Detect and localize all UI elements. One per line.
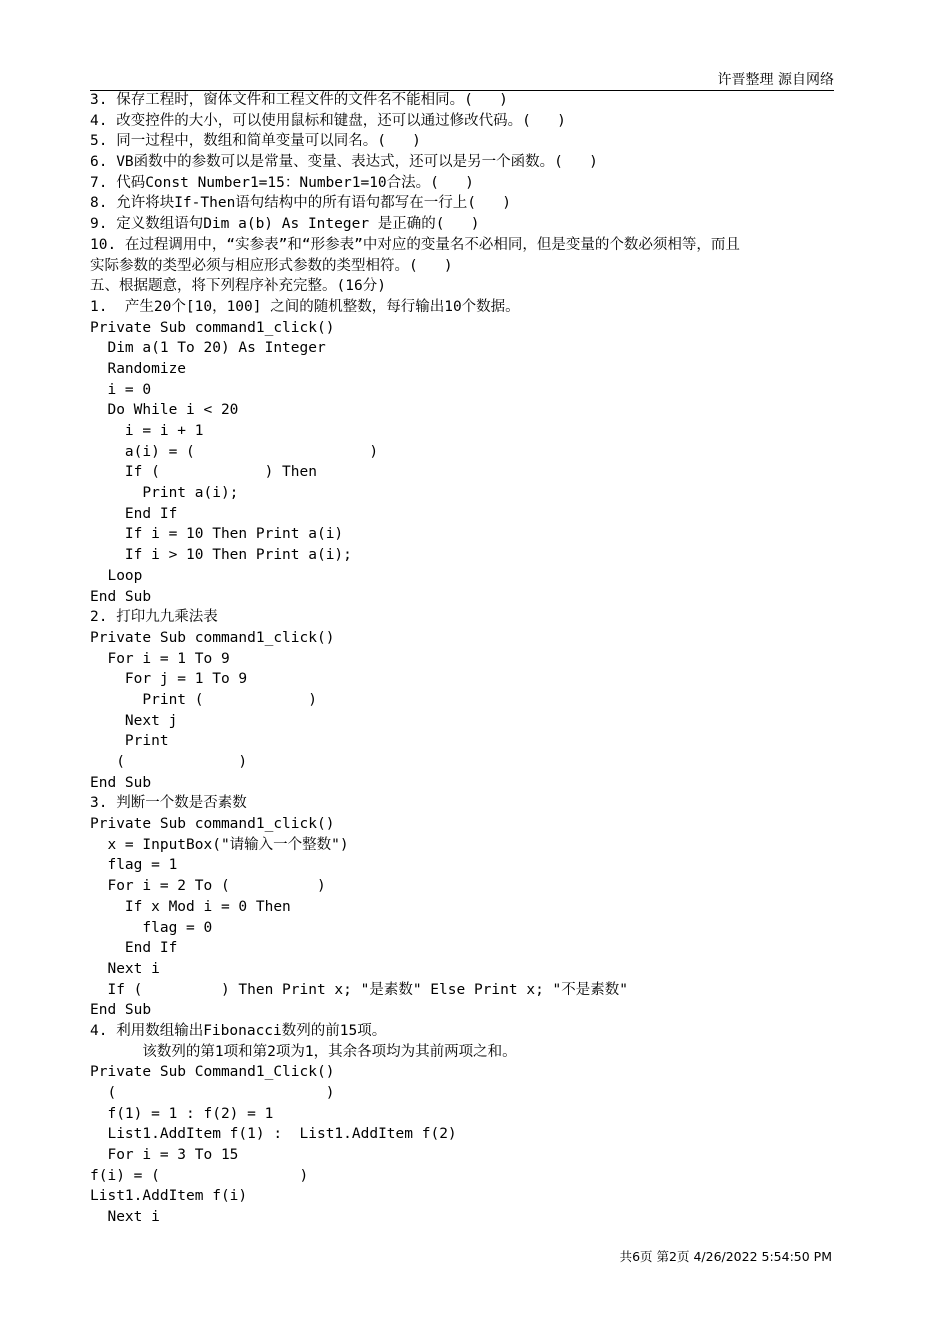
text-line: Next i (90, 1209, 160, 1226)
text-line: End If (90, 505, 178, 522)
text-line: 该数列的第1项和第2项为1，其余各项均为其前两项之和。 (90, 1043, 517, 1060)
text-line: 1. 产生20个[10，100] 之间的随机整数，每行输出10个数据。 (90, 298, 520, 315)
text-line: 10. 在过程调用中，“实参表”和“形参表”中对应的变量名不必相同，但是变量的个数必须相等，而且 (90, 236, 740, 253)
text-line: i = 0 (90, 381, 152, 398)
text-line: If ( ) Then Print x; "是素数" Else Print x; "不是素数" (90, 981, 628, 998)
text-line: If ( ) Then (90, 464, 317, 481)
text-line: ( ) (90, 1085, 335, 1101)
text-line: 4. 利用数组输出Fibonacci数列的前15项。 (90, 1022, 387, 1039)
text-line: For i = 1 To 9 (90, 650, 230, 667)
document-body (90, 90, 865, 1228)
text-line: If x Mod i = 0 Then (90, 898, 291, 915)
text-line: ( ) (90, 754, 248, 770)
text-line: 3. 保存工程时，窗体文件和工程文件的文件名不能相同。( ) (90, 92, 508, 108)
text-line: Dim a(1 To 20) As Integer (90, 340, 326, 357)
text-line: 6. VB函数中的参数可以是常量、变量、表达式，还可以是另一个函数。( ) (90, 154, 598, 171)
text-line: 5. 同一过程中，数组和简单变量可以同名。( ) (90, 133, 421, 150)
text-line: Do While i < 20 (90, 402, 239, 419)
text-line: 4. 改变控件的大小，可以使用鼠标和键盘，还可以通过修改代码。( ) (90, 112, 566, 129)
text-line: If i = 10 Then Print a(i) (90, 526, 344, 543)
text-line: 3. 判断一个数是否素数 (90, 795, 247, 812)
text-line: 实际参数的类型必须与相应形式参数的类型相符。( ) (90, 257, 453, 274)
text-line: Private Sub command1_click() (90, 629, 335, 646)
page-footer: 共6页 第2页 4/26/2022 5:54:50 PM (619, 1249, 832, 1264)
text-line: Private Sub command1_click() (90, 816, 335, 833)
text-line: Private Sub Command1_Click() (90, 1064, 335, 1081)
text-line: List1.AddItem f(i) (90, 1188, 248, 1205)
text-line: i = i + 1 (90, 423, 204, 439)
text-line: Randomize (90, 360, 187, 377)
text-line: Private Sub command1_click() (90, 319, 335, 336)
text-line: Print (90, 733, 169, 750)
text-line: 7. 代码Const Number1=15：Number1=10合法。( ) (90, 174, 474, 191)
text-line: End Sub (90, 1002, 152, 1019)
text-line: f(i) = ( ) (90, 1167, 309, 1184)
text-line: Next j (90, 712, 178, 729)
text-line: 8. 允许将块If-Then语句结构中的所有语句都写在一行上( ) (90, 195, 511, 212)
text-line: For i = 3 To 15 (90, 1147, 239, 1164)
page-header: 许晋整理 源自网络 (90, 70, 834, 91)
text-line: For i = 2 To ( ) (90, 878, 326, 895)
text-line: a(i) = ( ) (90, 443, 379, 460)
text-line: Print a(i); (90, 485, 239, 502)
text-line: 五、根据题意，将下列程序补充完整。(16分) (90, 278, 386, 295)
text-line: Print ( ) (90, 691, 317, 708)
text-line: End If (90, 940, 178, 957)
text-line: List1.AddItem f(1) : List1.AddItem f(2) (90, 1126, 457, 1143)
text-line: f(1) = 1 : f(2) = 1 (90, 1105, 274, 1122)
text-line: Loop (90, 567, 143, 584)
text-line: flag = 1 (90, 857, 178, 874)
text-line: Next i (90, 960, 160, 977)
text-line: 9. 定义数组语句Dim a(b) As Integer 是正确的( ) (90, 216, 480, 233)
text-line: For j = 1 To 9 (90, 671, 248, 688)
text-line: flag = 0 (90, 919, 213, 936)
text-line: x = InputBox("请输入一个整数") (90, 836, 349, 853)
text-line: End Sub (90, 588, 152, 605)
text-line: End Sub (90, 774, 152, 791)
text-line: 2. 打印九九乘法表 (90, 609, 218, 626)
text-line: If i > 10 Then Print a(i); (90, 547, 352, 564)
